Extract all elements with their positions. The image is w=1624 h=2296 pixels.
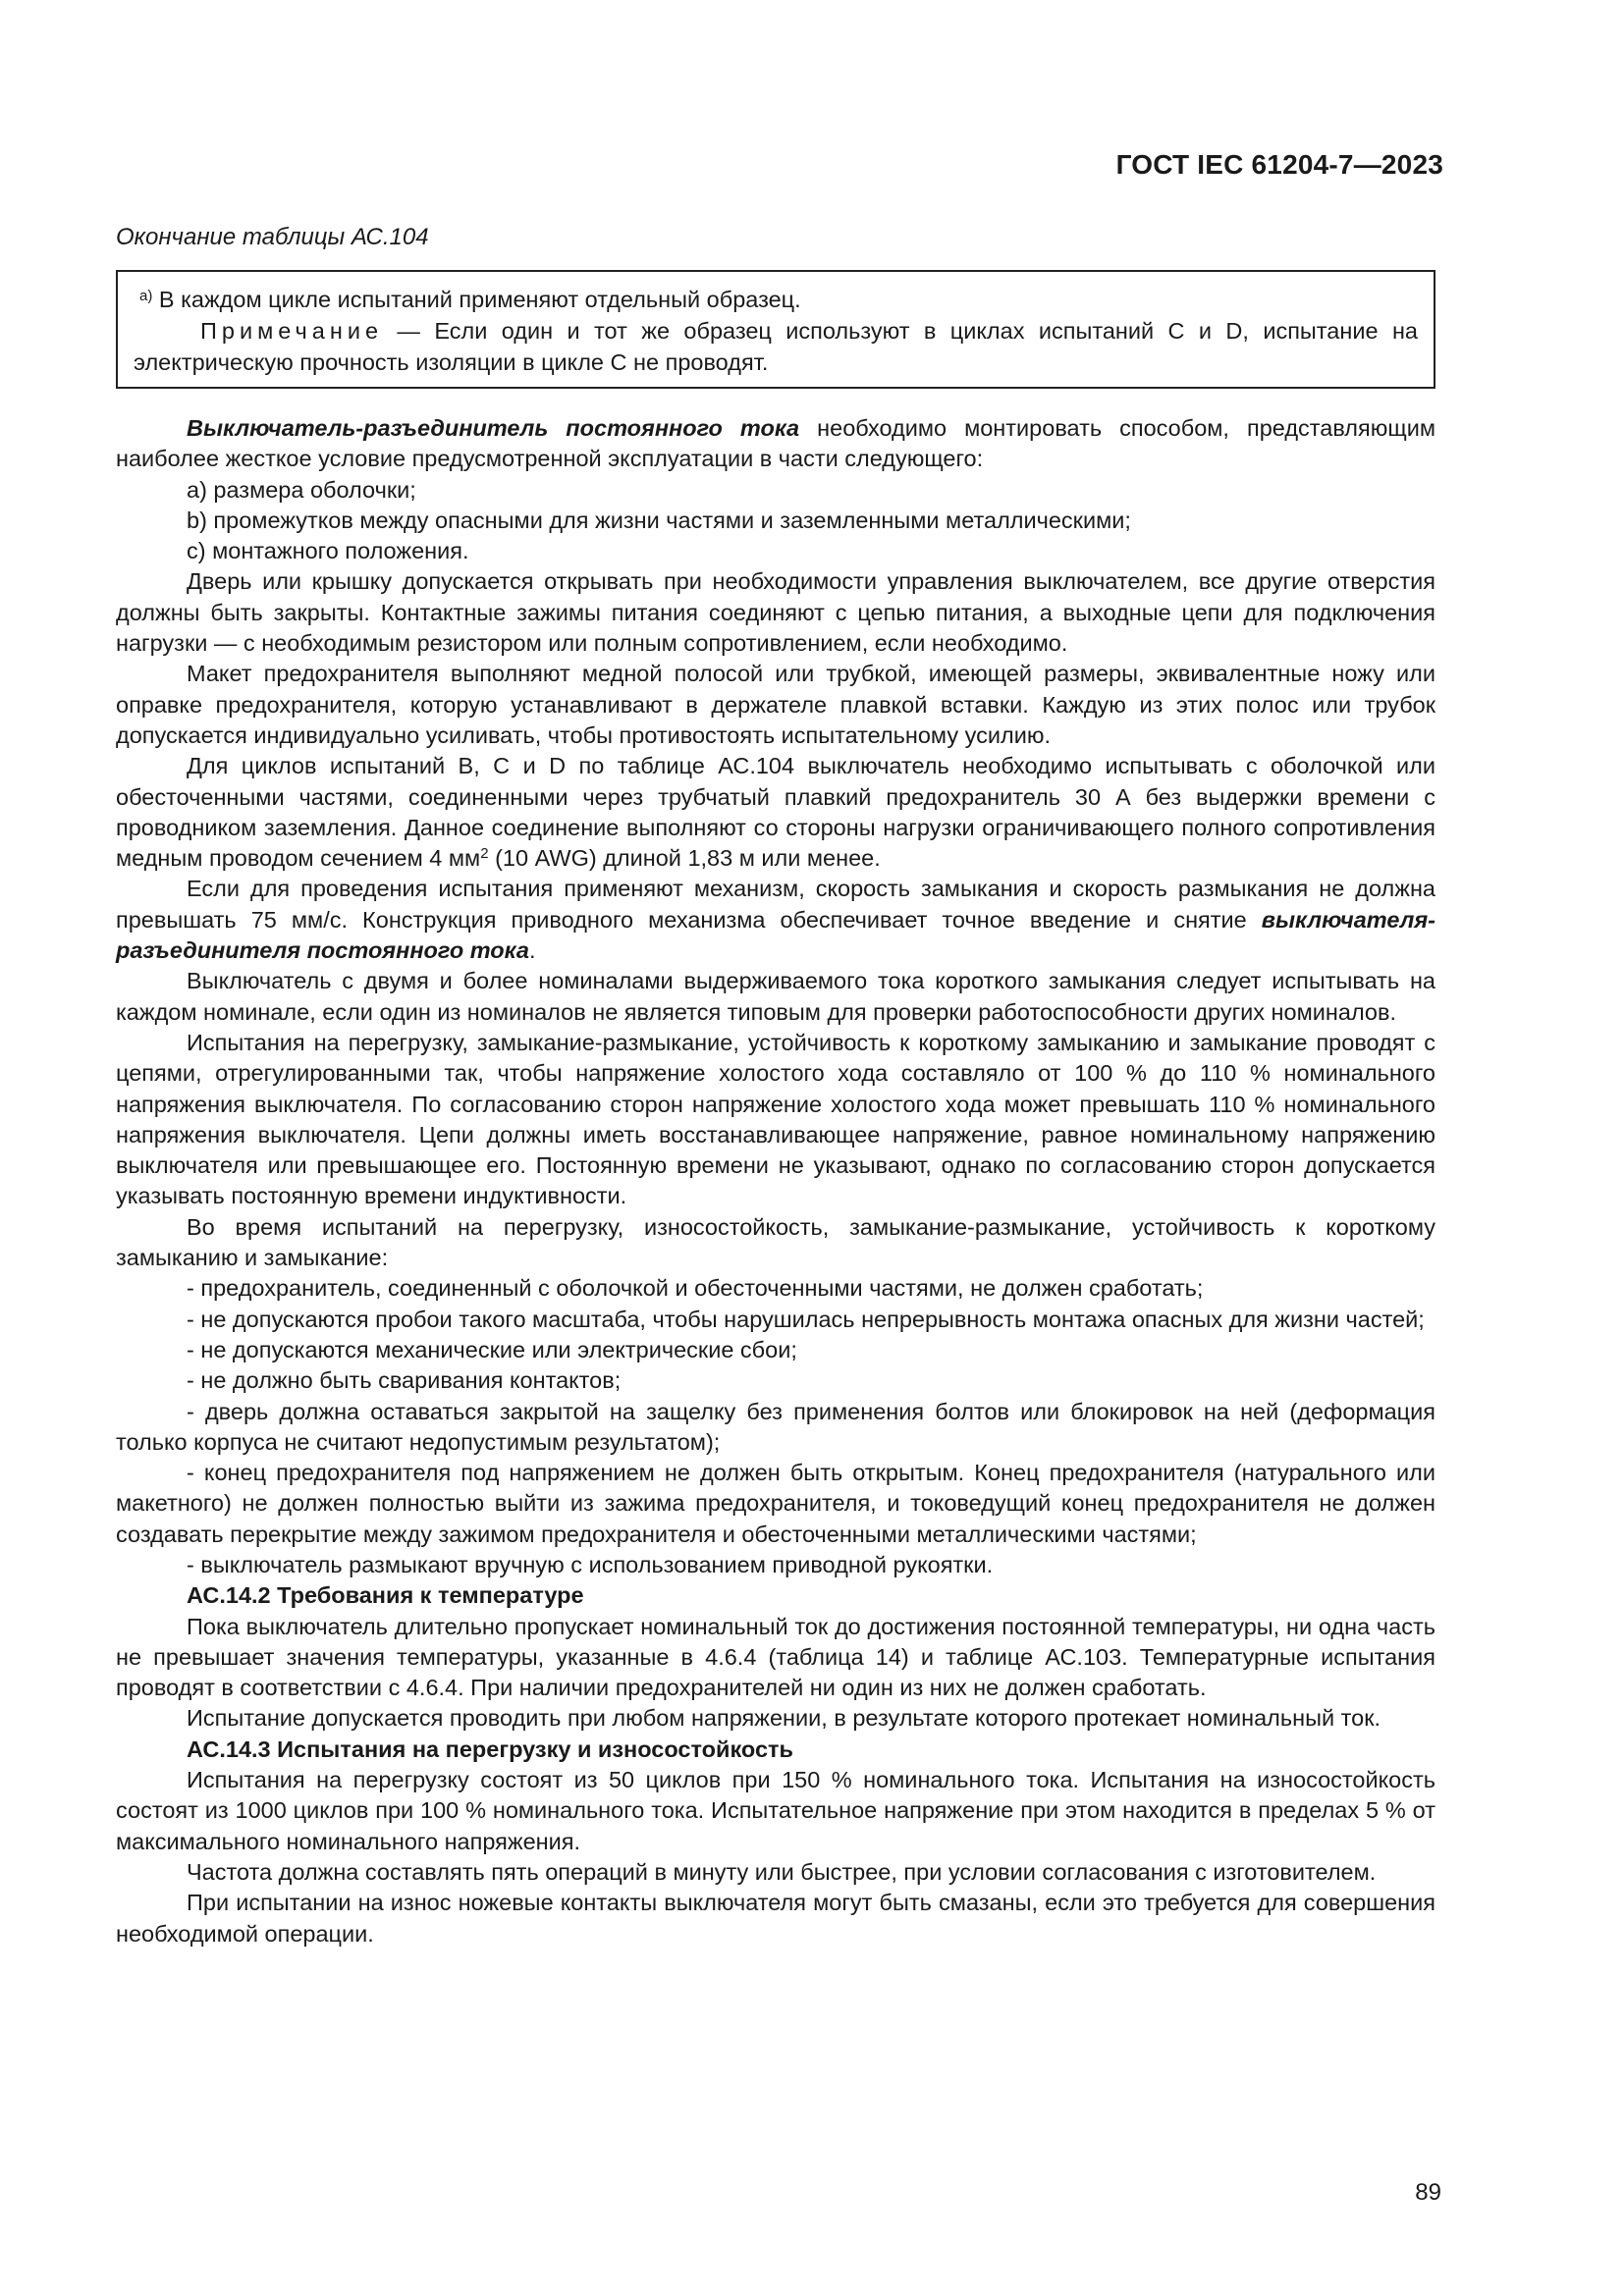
list-item: a) размера оболочки; bbox=[187, 476, 416, 503]
table-note bbox=[134, 315, 1418, 378]
paragraph: Макет предохранителя выполняют медной полосой или трубкой, имеющей размеры, эквивалентные ножу или оправке предохранителя, которую устанавливают в держателе плавкой вставки. Каждую из этих полос или трубок допускается индивидуально усиливать, чтобы противостоять испытательному усилию. bbox=[116, 661, 1435, 748]
table-continuation-caption: Окончание таблицы АС.104 bbox=[116, 224, 429, 250]
document-body bbox=[116, 413, 1435, 1949]
paragraph: Испытания на перегрузку, замыкание-размыкание, устойчивость к короткому замыканию и замыкание проводят с цепями, отрегулированными так, чтобы напряжение холостого хода составляло от 100 % до 110 % номинального напряжения выключателя. По согласованию сторон напряжение холостого хода может превышать 110 % номинального напряжения выключателя. Цепи должны иметь восстанавливающее напряжение, равное номинальному напряжению выключателя или превышающее его. Постоянную времени не указывают, однако по согласованию сторон допускается указывать постоянную времени индуктивности. bbox=[116, 1029, 1435, 1209]
list-item: b) промежутков между опасными для жизни частями и заземленными металлическими; bbox=[187, 507, 1131, 533]
section-heading: АС.14.2 Требования к температуре bbox=[187, 1582, 584, 1609]
paragraph: Пока выключатель длительно пропускает номинальный ток до достижения постоянной температуры, ни одна часть не превышает значения температуры, указанные в 4.6.4 (таблица 14) и таблице АС.103. Температурные испытания проводят в соответствии с 4.6.4. При наличии предохранителей ни один из них не должен сработать. bbox=[116, 1613, 1435, 1701]
paragraph: Выключатель с двумя и более номиналами выдерживаемого тока короткого замыкания следует испытывать на каждом номинале, если один из номиналов не является типовым для проверки работоспособности других номиналов. bbox=[116, 968, 1435, 1025]
section-heading: АС.14.3 Испытания на перегрузку и износостойкость bbox=[187, 1735, 793, 1762]
paragraph: Испытание допускается проводить при любом напряжении, в результате которого протекает номинальный ток. bbox=[187, 1705, 1381, 1732]
paragraph-text: Если для проведения испытания применяют механизм, скорость замыкания и скорость размыкания не должна превышать 75 мм/с. Конструкция приводного механизма обеспечивает точное введение и снятие bbox=[116, 876, 1435, 933]
paragraph-text: (10 AWG) длиной 1,83 м или менее. bbox=[488, 845, 881, 872]
paragraph bbox=[116, 413, 1435, 475]
paragraph: Дверь или крышку допускается открывать при необходимости управления выключателем, все другие отверстия должны быть закрыты. Контактные зажимы питания соединяют с цепью питания, а выходные цепи для подключения нагрузки — с необходимым резистором или полным сопротивлением, если необходимо. bbox=[116, 568, 1435, 657]
paragraph bbox=[116, 874, 1435, 966]
table-footnote bbox=[134, 284, 1418, 315]
list-item: c) монтажного положения. bbox=[187, 538, 469, 564]
dash-item: - не допускаются пробои такого масштаба, чтобы нарушилась непрерывность монтажа опасных для жизни частей; bbox=[187, 1306, 1425, 1332]
document-header: ГОСТ IEC 61204-7—2023 bbox=[1115, 149, 1443, 180]
note-text: — Если один и тот же образец используют в циклах испытаний С и D, испытание на электрическую прочность изоляции в цикле С не проводят. bbox=[134, 318, 1418, 375]
dash-item: - дверь должна оставаться закрытой на защелку без применения болтов или блокировок на ней (деформация только корпуса не считают недопустимым результатом); bbox=[116, 1398, 1435, 1455]
term-emphasis: Выключатель-разъединитель постоянного тока bbox=[187, 415, 800, 441]
superscript: 2 bbox=[480, 845, 489, 863]
dash-item: - не должно быть сваривания контактов; bbox=[187, 1367, 622, 1394]
page-number: 89 bbox=[1415, 2179, 1441, 2206]
note-label: Примечание bbox=[200, 318, 384, 344]
paragraph-text: . bbox=[528, 937, 536, 964]
paragraph: Во время испытаний на перегрузку, износостойкость, замыкание-размыкание, устойчивость к короткому замыканию и замыкание: bbox=[116, 1213, 1435, 1271]
table-footnote-box bbox=[116, 270, 1435, 389]
paragraph: Частота должна составлять пять операций в минуту или быстрее, при условии согласования с изготовителем. bbox=[187, 1858, 1377, 1885]
paragraph-text: необходимо монтировать способом, представляющим наиболее жесткое условие предусмотренной эксплуатации в части следующего: bbox=[116, 415, 1435, 472]
footnote-text: В каждом цикле испытаний применяют отдельный образец. bbox=[152, 287, 801, 312]
footnote-mark: a) bbox=[139, 288, 153, 304]
paragraph: Испытания на перегрузку состоят из 50 циклов при 150 % номинального тока. Испытания на износостойкость состоят из 1000 циклов при 100 % номинального тока. Испытательное напряжение при этом находится в пределах 5 % от максимального номинального напряжения. bbox=[116, 1767, 1435, 1854]
term-emphasis: выключателя-разъединителя постоянного тока bbox=[116, 906, 1435, 964]
dash-item: - выключатель размыкают вручную с использованием приводной рукоятки. bbox=[187, 1551, 994, 1577]
dash-item: - предохранитель, соединенный с оболочкой и обесточенными частями, не должен сработать; bbox=[187, 1275, 1204, 1302]
dash-item: - конец предохранителя под напряжением не должен быть открытым. Конец предохранителя (натурального или макетного) не должен полностью выйти из зажима предохранителя, и токоведущий конец предохранителя не должен создавать перекрытие между зажимом предохранителя и обесточенными металлическими частями; bbox=[116, 1460, 1435, 1547]
paragraph bbox=[116, 751, 1435, 874]
dash-item: - не допускаются механические или электрические сбои; bbox=[187, 1336, 797, 1362]
paragraph: При испытании на износ ножевые контакты выключателя могут быть смазаны, если это требуется для совершения необходимой операции. bbox=[116, 1890, 1435, 1947]
paragraph-text: Для циклов испытаний В, С и D по таблице АС.104 выключатель необходимо испытывать с оболочкой или обесточенными частями, соединенными через трубчатый плавкий предохранитель 30 А без выдержки времени с проводником заземления. Данное соединение выполняют со стороны нагрузки ограничивающего полного сопротивления медным проводом сечением 4 мм bbox=[116, 753, 1435, 872]
